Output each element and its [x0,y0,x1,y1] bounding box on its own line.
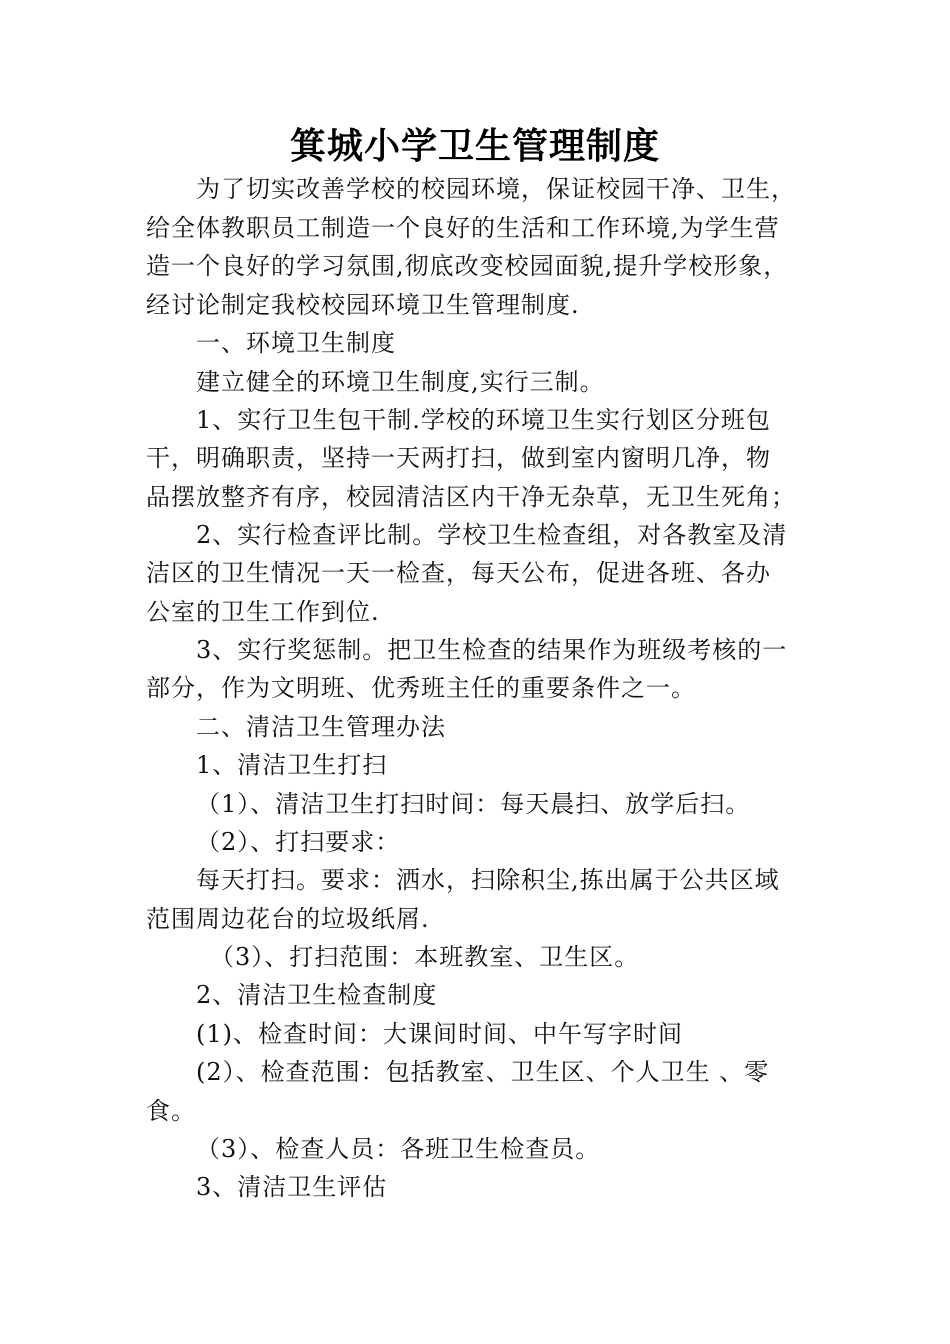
section-heading: 二、清洁卫生管理办法 [196,713,446,741]
subsection-heading: 3、清洁卫生评估 [196,1173,388,1201]
text-line: 洁区的卫生情况一天一检查，每天公布，促进各班、各办 [146,559,771,587]
text-line: 为了切实改善学校的校园环境，保证校园干净、卫生， [196,175,796,203]
section-heading: 一、环境卫生制度 [196,329,396,357]
text-line: 部分，作为文明班、优秀班主任的重要条件之一。 [146,674,696,702]
text-line: （3）、打扫范围：本班教室、卫生区。 [210,943,640,971]
document-title: 箕城小学卫生管理制度 [289,126,660,167]
text-line: 范围周边花台的垃圾纸屑. [146,905,430,933]
text-line: 每天打扫。要求：洒水，扫除积尘,拣出属于公共区域 [196,866,780,894]
text-line: 1、实行卫生包干制.学校的环境卫生实行划区分班包 [196,406,771,434]
text-line: (2）、检查范围：包括教室、卫生区、个人卫生 、零 [196,1058,770,1086]
text-line: 建立健全的环境卫生制度,实行三制。 [196,368,605,396]
subsection-heading: 1、清洁卫生打扫 [196,751,388,779]
text-line: （1）、清洁卫生打扫时间：每天晨扫、放学后扫。 [196,790,751,818]
text-line: 公室的卫生工作到位. [146,598,380,626]
text-line: 经讨论制定我校校园环境卫生管理制度. [146,291,580,319]
text-line: 2、实行检查评比制。学校卫生检查组，对各教室及清 [196,521,788,549]
text-line: 3、实行奖惩制。把卫生检查的结果作为班级考核的一 [196,636,788,664]
text-line: 干，明确职责，坚持一天两打扫，做到室内窗明几净，物 [146,444,771,472]
text-line: (1)、检查时间：大课间时间、中午写字时间 [196,1020,683,1048]
subsection-heading: 2、清洁卫生检查制度 [196,981,438,1009]
text-line: 食。 [146,1097,196,1125]
text-line: （2）、打扫要求： [196,828,401,856]
text-line: （3）、检查人员：各班卫生检查员。 [196,1135,601,1163]
text-line: 品摆放整齐有序，校园清洁区内干净无杂草，无卫生死角； [146,483,796,511]
text-line: 给全体教职员工制造一个良好的生活和工作环境,为学生营 [146,214,780,242]
text-line: 造一个良好的学习氛围,彻底改变校园面貌,提升学校形象， [146,252,789,280]
